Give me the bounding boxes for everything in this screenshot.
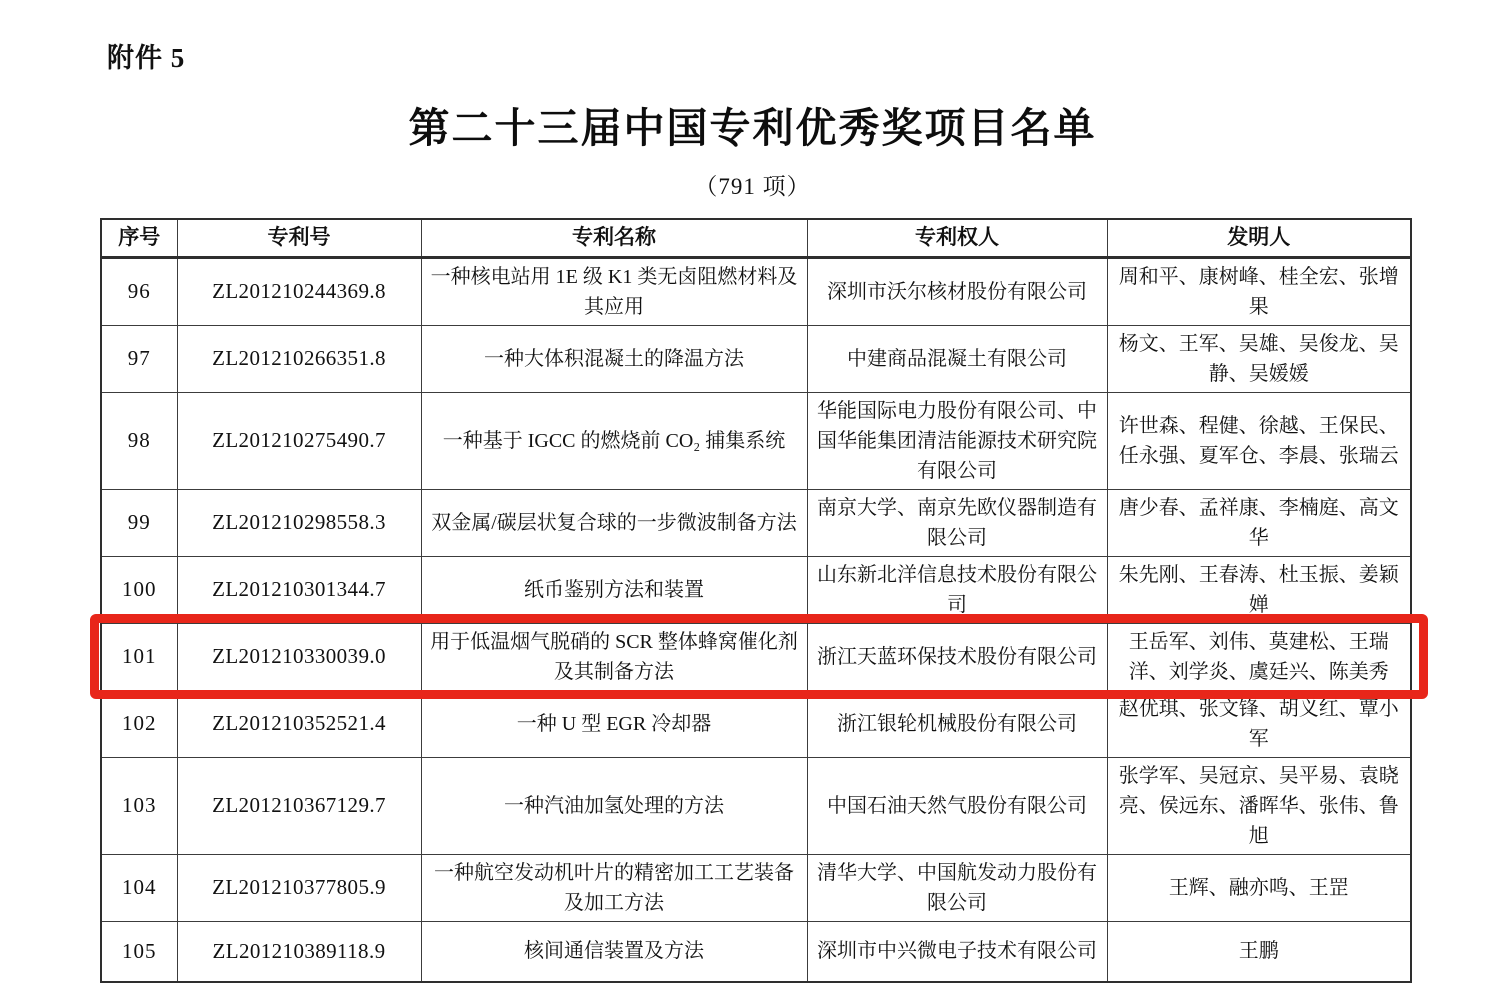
column-header: 专利号 [177, 219, 421, 257]
row-number-cell: 100 [101, 556, 177, 623]
row-number-cell: 99 [101, 489, 177, 556]
patent-number-cell: ZL201210301344.7 [177, 556, 421, 623]
row-number-cell: 97 [101, 325, 177, 392]
patentee-cell: 南京大学、南京先欧仪器制造有限公司 [807, 489, 1107, 556]
patent-name-cell: 核间通信装置及方法 [421, 921, 807, 982]
patent-number-cell: ZL201210389118.9 [177, 921, 421, 982]
page-subtitle: （791 项） [694, 174, 811, 199]
patent-number-cell: ZL201210330039.0 [177, 623, 421, 690]
table-row [101, 556, 1411, 623]
patent-name-cell: 一种汽油加氢处理的方法 [421, 757, 807, 854]
inventors-cell: 王鹏 [1107, 921, 1411, 982]
row-number-cell: 98 [101, 392, 177, 489]
inventors-cell: 许世森、程健、徐越、王保民、任永强、夏军仓、李晨、张瑞云 [1107, 392, 1411, 489]
column-header: 专利权人 [807, 219, 1107, 257]
patent-table-container [100, 218, 1410, 983]
patent-number-cell: ZL201210266351.8 [177, 325, 421, 392]
patentee-cell: 中国石油天然气股份有限公司 [807, 757, 1107, 854]
row-number-cell: 105 [101, 921, 177, 982]
patent-name-cell: 双金属/碳层状复合球的一步微波制备方法 [421, 489, 807, 556]
patentee-cell: 华能国际电力股份有限公司、中国华能集团清洁能源技术研究院有限公司 [807, 392, 1107, 489]
patent-table [100, 218, 1412, 983]
patent-name-cell: 一种核电站用 1E 级 K1 类无卤阻燃材料及其应用 [421, 257, 807, 325]
table-row [101, 623, 1411, 690]
patentee-cell: 浙江天蓝环保技术股份有限公司 [807, 623, 1107, 690]
patentee-cell: 中建商品混凝土有限公司 [807, 325, 1107, 392]
attachment-label: 附件 5 [107, 43, 186, 73]
patentee-cell: 深圳市中兴微电子技术有限公司 [807, 921, 1107, 982]
patent-number-cell: ZL201210367129.7 [177, 757, 421, 854]
inventors-cell: 赵优琪、张文锋、胡义红、覃小军 [1107, 690, 1411, 757]
inventors-cell: 王辉、融亦鸣、王罡 [1107, 854, 1411, 921]
table-row [101, 489, 1411, 556]
inventors-cell: 朱先刚、王春涛、杜玉振、姜颖婵 [1107, 556, 1411, 623]
inventors-cell: 王岳军、刘伟、莫建松、王瑞洋、刘学炎、虞廷兴、陈美秀 [1107, 623, 1411, 690]
patent-name-cell: 一种大体积混凝土的降温方法 [421, 325, 807, 392]
inventors-cell: 张学军、吴冠京、吴平易、袁晓亮、侯远东、潘晖华、张伟、鲁旭 [1107, 757, 1411, 854]
patent-number-cell: ZL201210352521.4 [177, 690, 421, 757]
patentee-cell: 山东新北洋信息技术股份有限公司 [807, 556, 1107, 623]
patentee-cell: 浙江银轮机械股份有限公司 [807, 690, 1107, 757]
inventors-cell: 唐少春、孟祥康、李楠庭、高文华 [1107, 489, 1411, 556]
column-header: 序号 [101, 219, 177, 257]
patent-name-cell: 用于低温烟气脱硝的 SCR 整体蜂窝催化剂及其制备方法 [421, 623, 807, 690]
table-row [101, 325, 1411, 392]
patent-number-cell: ZL201210275490.7 [177, 392, 421, 489]
patentee-cell: 深圳市沃尔核材股份有限公司 [807, 257, 1107, 325]
row-number-cell: 102 [101, 690, 177, 757]
page-title: 第二十三届中国专利优秀奖项目名单 [408, 105, 1097, 151]
table-row [101, 921, 1411, 982]
inventors-cell: 周和平、康树峰、桂全宏、张增果 [1107, 257, 1411, 325]
column-header: 发明人 [1107, 219, 1411, 257]
patent-number-cell: ZL201210377805.9 [177, 854, 421, 921]
inventors-cell: 杨文、王军、吴雄、吴俊龙、吴静、吴媛媛 [1107, 325, 1411, 392]
row-number-cell: 96 [101, 257, 177, 325]
row-number-cell: 101 [101, 623, 177, 690]
table-row [101, 854, 1411, 921]
patent-name-cell: 一种基于 IGCC 的燃烧前 CO₂ 捕集系统 [421, 392, 807, 489]
patent-name-cell: 纸币鉴别方法和装置 [421, 556, 807, 623]
table-row [101, 690, 1411, 757]
patentee-cell: 清华大学、中国航发动力股份有限公司 [807, 854, 1107, 921]
row-number-cell: 104 [101, 854, 177, 921]
table-row [101, 257, 1411, 325]
column-header: 专利名称 [421, 219, 807, 257]
patent-name-cell: 一种航空发动机叶片的精密加工工艺装备及加工方法 [421, 854, 807, 921]
patent-number-cell: ZL201210244369.8 [177, 257, 421, 325]
table-header-row [101, 219, 1411, 257]
patent-name-cell: 一种 U 型 EGR 冷却器 [421, 690, 807, 757]
table-row [101, 757, 1411, 854]
row-number-cell: 103 [101, 757, 177, 854]
patent-number-cell: ZL201210298558.3 [177, 489, 421, 556]
table-row [101, 392, 1411, 489]
